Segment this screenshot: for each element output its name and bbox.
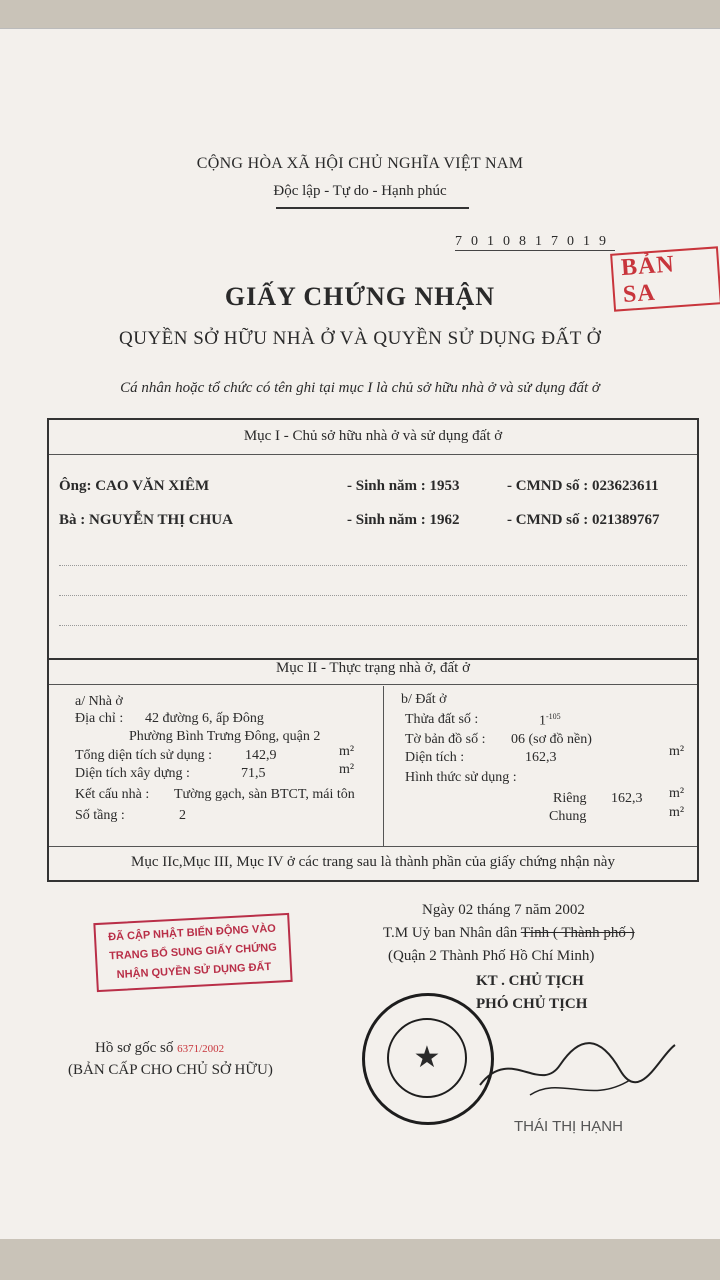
records-line bbox=[95, 1040, 224, 1057]
floors-value: 2 bbox=[179, 808, 186, 823]
blank-line bbox=[59, 565, 687, 566]
authority-line bbox=[383, 925, 635, 942]
section-1-box bbox=[47, 418, 699, 660]
owner-name: Ông: CAO VĂN XIÊM bbox=[59, 478, 210, 494]
certificate-note: Cá nhân hoặc tổ chức có tên ghi tại mục I là chủ sở hữu nhà ở và sử dụng đất ở bbox=[120, 380, 600, 396]
parcel-sub: -105 bbox=[546, 712, 561, 721]
seal-inner-ring bbox=[387, 1018, 467, 1098]
star-icon: ★ bbox=[413, 1041, 441, 1074]
date-year-prefix: năm bbox=[525, 902, 552, 918]
shared-label: Chung bbox=[549, 809, 587, 824]
area-unit: m² bbox=[669, 744, 685, 759]
address-line-2: Phường Bình Trưng Đông, quận 2 bbox=[129, 729, 321, 744]
owner-name: Bà : NGUYỄN THỊ CHUA bbox=[59, 512, 233, 528]
private-value: 162,3 bbox=[611, 791, 643, 806]
motto: Độc lập - Tự do - Hạnh phúc bbox=[273, 183, 447, 199]
update-stamp-line: ĐÃ CẬP NHẬT BIẾN ĐỘNG VÀO bbox=[107, 922, 277, 944]
private-label: Riêng bbox=[553, 791, 587, 806]
role-2: PHÓ CHỦ TỊCH bbox=[476, 996, 588, 1012]
district: (Quận 2 Thành Phố Hồ Chí Minh) bbox=[388, 948, 595, 964]
floors-label: Số tầng : bbox=[75, 808, 125, 823]
total-area-value: 142,9 bbox=[245, 748, 277, 763]
structure-label: Kết cấu nhà : bbox=[75, 787, 150, 802]
divider bbox=[49, 846, 697, 847]
section-1-heading: Mục I - Chủ sở hữu nhà ở và sử dụng đất ở bbox=[243, 428, 503, 444]
update-stamp-line: TRANG BỔ SUNG GIẤY CHỨNG bbox=[108, 941, 278, 963]
republic-header: CỘNG HÒA XÃ HỘI CHỦ NGHĨA VIỆT NAM bbox=[196, 155, 524, 172]
section-2-footer: Mục IIc,Mục III, Mục IV ở các trang sau là thành phần của giấy chứng nhận này bbox=[131, 854, 615, 870]
owner-id: - CMND số : 021389767 bbox=[507, 512, 660, 528]
owner-row bbox=[59, 512, 659, 529]
divider bbox=[49, 684, 697, 685]
certificate-subtitle: QUYỀN SỞ HỮU NHÀ Ở VÀ QUYỀN SỬ DỤNG ĐẤT Ở bbox=[118, 328, 602, 349]
address-line-1: 42 đường 6, ấp Đông bbox=[145, 711, 264, 726]
signature-scribble bbox=[470, 1025, 680, 1105]
records-label: Hồ sơ gốc số bbox=[95, 1040, 174, 1056]
address-label: Địa chỉ : bbox=[75, 711, 124, 726]
certificate-title: GIẤY CHỨNG NHẬN bbox=[224, 282, 496, 311]
area-unit: m² bbox=[339, 744, 355, 759]
section-2-heading: Mục II - Thực trạng nhà ở, đất ở bbox=[275, 660, 471, 676]
land-area-label: Diện tích : bbox=[405, 750, 465, 765]
parcel-value bbox=[539, 712, 561, 730]
date-month-prefix: tháng bbox=[477, 902, 511, 918]
update-stamp-line: NHẬN QUYỀN SỬ DỤNG ĐẤT bbox=[116, 960, 272, 982]
issue-date bbox=[422, 902, 585, 919]
blank-line bbox=[59, 595, 687, 596]
built-area-label: Diện tích xây dựng : bbox=[75, 766, 190, 781]
date-month: 7 bbox=[514, 902, 522, 918]
owner-birth: - Sinh năm : 1953 bbox=[347, 478, 460, 494]
house-label: a/ Nhà ở bbox=[75, 694, 123, 709]
area-unit: m² bbox=[669, 805, 685, 820]
divider bbox=[49, 454, 697, 455]
blank-line bbox=[59, 625, 687, 626]
authority: T.M Uỷ ban Nhân dân bbox=[383, 925, 518, 941]
province-struck: Tỉnh ( Thành phố ) bbox=[520, 925, 635, 941]
role-1: KT . CHỦ TỊCH bbox=[476, 973, 584, 989]
owner-id: - CMND số : 023623611 bbox=[507, 478, 659, 494]
parcel-label: Thửa đất số : bbox=[405, 712, 479, 727]
built-area-value: 71,5 bbox=[241, 766, 266, 781]
copy-stamp: BẢN SA bbox=[610, 246, 720, 311]
owner-birth: - Sinh năm : 1962 bbox=[347, 512, 460, 528]
records-number: 6371/2002 bbox=[177, 1043, 225, 1055]
parcel-number: 1 bbox=[539, 713, 546, 729]
land-area-value: 162,3 bbox=[525, 750, 557, 765]
usage-label: Hình thức sử dụng : bbox=[405, 770, 517, 785]
map-label: Tờ bản đồ số : bbox=[405, 732, 486, 747]
section-2-box bbox=[47, 656, 699, 882]
total-area-label: Tổng diện tích sử dụng : bbox=[75, 748, 213, 763]
structure-value: Tường gạch, sàn BTCT, mái tôn bbox=[174, 787, 355, 802]
area-unit: m² bbox=[339, 762, 355, 777]
area-unit: m² bbox=[669, 786, 685, 801]
update-stamp bbox=[93, 913, 292, 992]
date-year: 2002 bbox=[554, 902, 585, 918]
owner-row bbox=[59, 478, 659, 495]
land-label: b/ Đất ở bbox=[401, 692, 447, 707]
map-value: 06 (sơ đồ nền) bbox=[511, 732, 592, 747]
column-divider bbox=[383, 686, 384, 846]
copy-note: (BẢN CẤP CHO CHỦ SỞ HỮU) bbox=[68, 1062, 273, 1078]
date-day: 02 bbox=[458, 902, 474, 918]
signer-name: THÁI THỊ HẠNH bbox=[514, 1118, 623, 1135]
date-prefix: Ngày bbox=[422, 902, 455, 918]
motto-underline bbox=[276, 207, 469, 209]
serial-number: 7010817019 bbox=[455, 234, 615, 249]
